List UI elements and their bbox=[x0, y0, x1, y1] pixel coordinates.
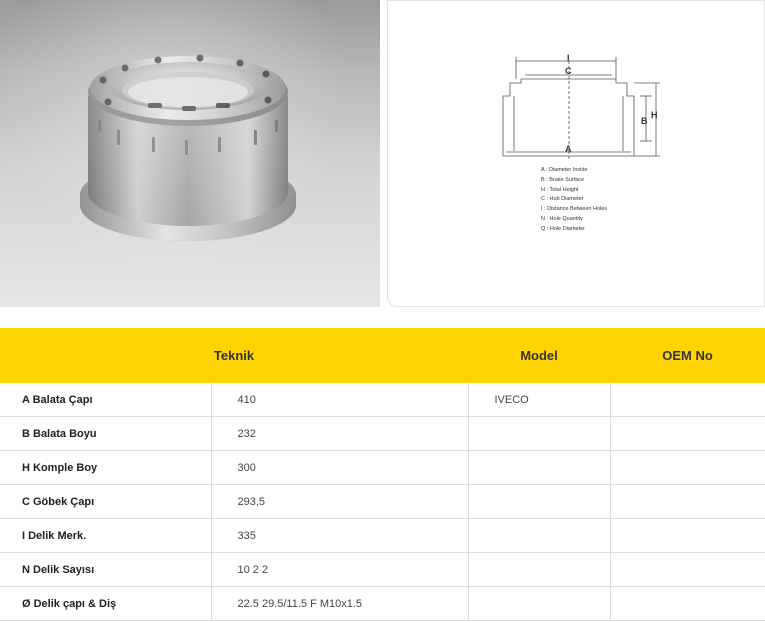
spec-label: B Balata Boyu bbox=[0, 417, 211, 451]
spec-oem bbox=[610, 587, 765, 621]
dimension-label-b: B bbox=[641, 116, 648, 126]
legend-item: Q : Hole Diameter bbox=[541, 225, 586, 232]
table-row bbox=[0, 485, 765, 519]
spec-label: A Balata Çapı bbox=[0, 383, 211, 417]
spec-oem bbox=[610, 417, 765, 451]
spec-model bbox=[468, 553, 610, 587]
dimension-label-i: I bbox=[567, 53, 570, 63]
spec-model bbox=[468, 519, 610, 553]
drum-cross-section bbox=[388, 1, 765, 308]
spec-label: Ø Delik çapı & Diş bbox=[0, 587, 211, 621]
legend-item: C : Hub Diameter bbox=[541, 196, 584, 203]
dimension-label-c: C bbox=[565, 66, 572, 76]
table-row bbox=[0, 519, 765, 553]
spec-model bbox=[468, 451, 610, 485]
spec-value: 22.5 29.5/11.5 F M10x1.5 bbox=[211, 587, 468, 621]
diagram-legend bbox=[541, 166, 607, 235]
dimension-label-h: H bbox=[651, 110, 658, 120]
header-technical: Teknik bbox=[0, 328, 468, 383]
table-row bbox=[0, 417, 765, 451]
spec-value: 10 2 2 bbox=[211, 553, 468, 587]
spec-value: 232 bbox=[211, 417, 468, 451]
table-row bbox=[0, 587, 765, 621]
header-model: Model bbox=[468, 328, 610, 383]
spec-model bbox=[468, 417, 610, 451]
spec-label: I Delik Merk. bbox=[0, 519, 211, 553]
dimension-diagram bbox=[387, 0, 765, 307]
spec-model bbox=[468, 485, 610, 519]
spec-label: H Komple Boy bbox=[0, 451, 211, 485]
legend-item: N : Hole Quantity bbox=[541, 215, 583, 222]
spec-oem bbox=[610, 553, 765, 587]
table-row bbox=[0, 383, 765, 417]
spec-value: 410 bbox=[211, 383, 468, 417]
spec-oem bbox=[610, 451, 765, 485]
legend-item: A : Diameter Inside bbox=[541, 167, 588, 173]
brake-drum-image bbox=[0, 0, 380, 307]
table-header-row bbox=[0, 328, 765, 383]
legend-item: B : Brake Surface bbox=[541, 176, 585, 183]
product-photo bbox=[0, 0, 380, 307]
dimension-label-a: A bbox=[565, 144, 572, 154]
spec-oem bbox=[610, 519, 765, 553]
table-row bbox=[0, 451, 765, 485]
spec-model: IVECO bbox=[468, 383, 610, 417]
header-oem: OEM No bbox=[610, 328, 765, 383]
spec-oem bbox=[610, 485, 765, 519]
spec-value: 293,5 bbox=[211, 485, 468, 519]
table-row bbox=[0, 553, 765, 587]
spec-table bbox=[0, 328, 765, 621]
legend-item: H : Total Height bbox=[541, 186, 579, 193]
spec-oem bbox=[610, 383, 765, 417]
spec-model bbox=[468, 587, 610, 621]
spec-value: 335 bbox=[211, 519, 468, 553]
spec-value: 300 bbox=[211, 451, 468, 485]
spec-label: C Göbek Çapı bbox=[0, 485, 211, 519]
spec-label: N Delik Sayısı bbox=[0, 553, 211, 587]
legend-item: I : Distance Between Holes bbox=[541, 206, 608, 213]
